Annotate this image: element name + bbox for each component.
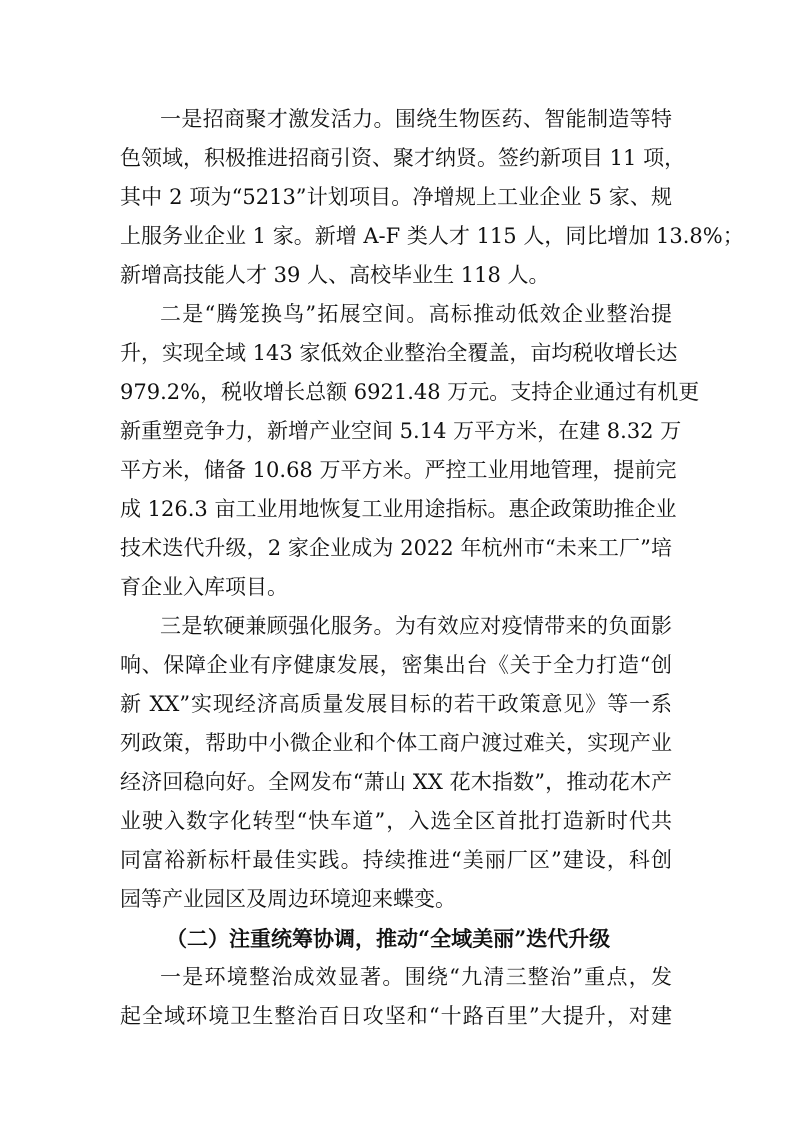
text-line: 其中 2 项为“5213”计划项目。净增规上工业企业 5 家、规: [120, 185, 672, 209]
text-line: 新重塑竞争力，新增产业空间 5.14 万平方米，在建 8.32 万: [120, 419, 682, 443]
text-line: 经济回稳向好。全网发布“萧山 XX 花木指数”，推动花木产: [120, 770, 672, 794]
text-line: 三是软硬兼顾强化服务。为有效应对疫情带来的负面影: [160, 614, 672, 638]
document-page: [120, 100, 744, 1036]
text-line: 成 126.3 亩工业用地恢复工业用途指标。惠企政策助推企业: [120, 497, 677, 521]
text-line: 技术迭代升级，2 家企业成为 2022 年杭州市“未来工厂”培: [120, 536, 672, 560]
text-line: 二是“腾笼换鸟”拓展空间。高标推动低效企业整治提: [160, 302, 672, 326]
text-line: 上服务业企业 1 家。新增 A-F 类人才 115 人，同比增加 13.8%；: [120, 224, 744, 248]
text-line: 一是招商聚才激发活力。围绕生物医药、智能制造等特: [160, 107, 672, 131]
text-line: 979.2%，税收增长总额 6921.48 万元。支持企业通过有机更: [120, 380, 700, 404]
paragraph-4: [120, 958, 672, 1036]
text-line: 同富裕新标杆最佳实践。持续推进“美丽厂区”建设，科创: [120, 848, 672, 872]
text-line: 起全域环境卫生整治百日攻坚和“十路百里”大提升，对建: [120, 1004, 672, 1028]
text-line: 平方米，储备 10.68 万平方米。严控工业用地管理，提前完: [120, 458, 677, 482]
text-line: 园等产业园区及周边环境迎来蝶变。: [120, 887, 456, 911]
paragraph-1: [120, 100, 744, 295]
text-line: 列政策，帮助中小微企业和个体工商户渡过难关，实现产业: [120, 731, 672, 755]
text-line: 色领域，积极推进招商引资、聚才纳贤。签约新项目 11 项，: [120, 146, 686, 170]
text-line: 新 XX”实现经济高质量发展目标的若干政策意见》等一系: [120, 692, 672, 716]
text-line: 升，实现全域 143 家低效企业整治全覆盖，亩均税收增长达: [120, 341, 678, 365]
paragraph-3: [120, 607, 672, 919]
text-line: 一是环境整治成效显著。围绕“九清三整治”重点，发: [160, 965, 672, 989]
text-line: 响、保障企业有序健康发展，密集出台《关于全力打造“创: [120, 653, 672, 677]
text-line: 业驶入数字化转型“快车道”，入选全区首批打造新时代共: [120, 809, 672, 833]
paragraph-2: [120, 295, 700, 607]
text-line: 新增高技能人才 39 人、高校毕业生 118 人。: [120, 263, 550, 287]
section-heading: （二）注重统筹协调，推动“全域美丽”迭代升级: [166, 926, 611, 951]
text-line: 育企业入库项目。: [120, 575, 288, 599]
